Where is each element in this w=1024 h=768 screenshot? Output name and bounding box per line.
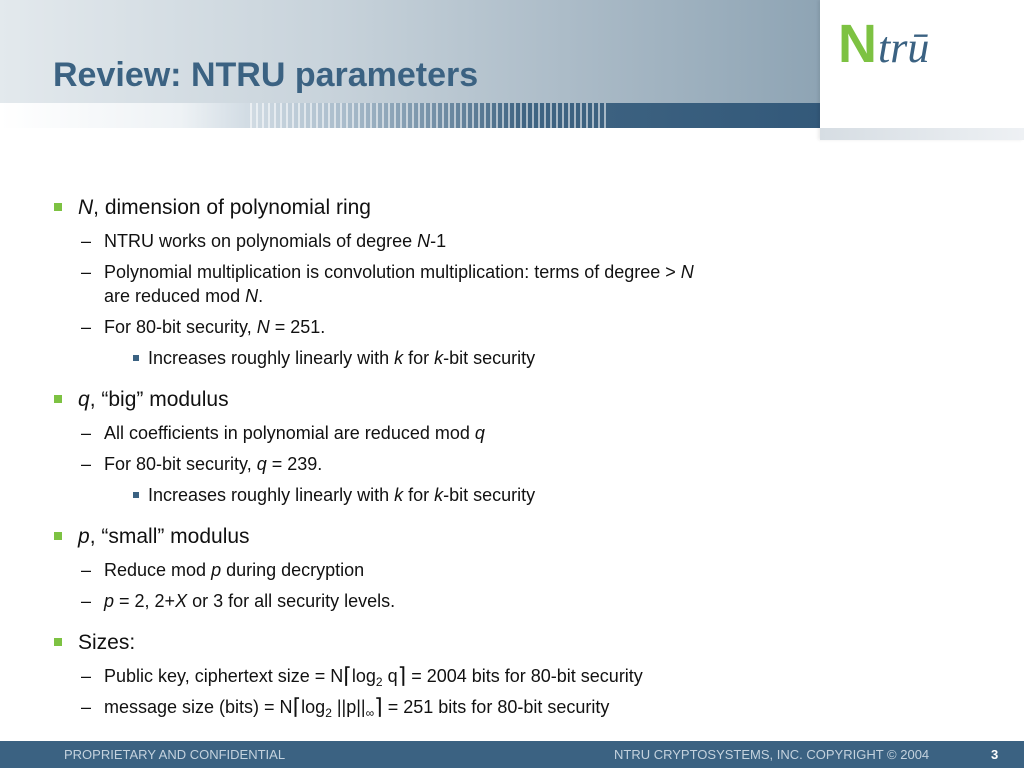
bullet-square — [54, 532, 62, 540]
sub-bullet-q-security: – For 80-bit security, q = 239. — [81, 454, 323, 474]
bullet-p: p, “small” modulus — [52, 523, 952, 551]
bullet-sizes: Sizes: — [52, 629, 952, 657]
logo-tru: trū — [878, 23, 930, 72]
bullet-q: q, “big” modulus — [52, 386, 952, 414]
bullet-small-square — [133, 492, 139, 498]
slide-header — [0, 0, 1024, 140]
bullet-square — [54, 203, 62, 211]
sub-bullet-q-coefficients: – All coefficients in polynomial are reduced mod q — [81, 423, 485, 443]
footer-copyright: NTRU CRYPTOSYSTEMS, INC. COPYRIGHT © 2004 — [614, 747, 930, 762]
sub-bullet-key-size: – Public key, ciphertext size = $N⌈\log_2$ q⌉ = 2004 bits for 80-bit security — [81, 663, 643, 689]
logo-n: N — [838, 14, 877, 74]
dash-marker: – — [81, 591, 92, 611]
bullet-n: N, dimension of polynomial ring — [52, 194, 952, 222]
header-stripes — [250, 103, 610, 128]
sub-bullet-n-convolution: – Polynomial multiplication is convolution multiplication: terms of degree > N are reduced mod N. — [81, 262, 694, 306]
sub-bullet-message-size: – message size (bits) = $N⌈\log_2$ $||p||_\infty⌉ = 251$ bits for 80-bit security — [81, 694, 610, 720]
slide-title: Review: NTRU parameters — [53, 56, 479, 94]
dash-marker: – — [81, 423, 92, 443]
sub-bullet-n-security: – For 80-bit security, N = 251. — [81, 317, 326, 337]
dash-marker: – — [81, 231, 92, 251]
bullet-square — [54, 395, 62, 403]
footer-confidential: PROPRIETARY AND CONFIDENTIAL — [64, 747, 286, 762]
sub-bullet-n-degree: – NTRU works on polynomials of degree N-1 — [81, 231, 447, 251]
sub-bullet-p-decryption: – Reduce mod p during decryption — [81, 560, 365, 580]
slide-footer — [0, 741, 1024, 768]
dash-marker: – — [81, 317, 92, 337]
dash-marker: – — [81, 262, 92, 282]
ntru-logo — [838, 14, 978, 74]
sub-bullet-p-values: – p = 2, 2+X or 3 for all security levels. — [81, 591, 396, 611]
bullet-square — [54, 638, 62, 646]
slide-content — [52, 194, 952, 719]
sub-sub-bullet-n-linear: Increases roughly linearly with k for k-bit security — [52, 346, 952, 370]
dash-marker: – — [81, 697, 92, 717]
dash-marker: – — [81, 560, 92, 580]
dash-marker: – — [81, 666, 92, 686]
page-number: 3 — [991, 747, 999, 762]
dash-marker: – — [81, 454, 92, 474]
bullet-small-square — [133, 355, 139, 361]
sub-sub-bullet-q-linear: Increases roughly linearly with k for k-bit security — [52, 483, 952, 507]
